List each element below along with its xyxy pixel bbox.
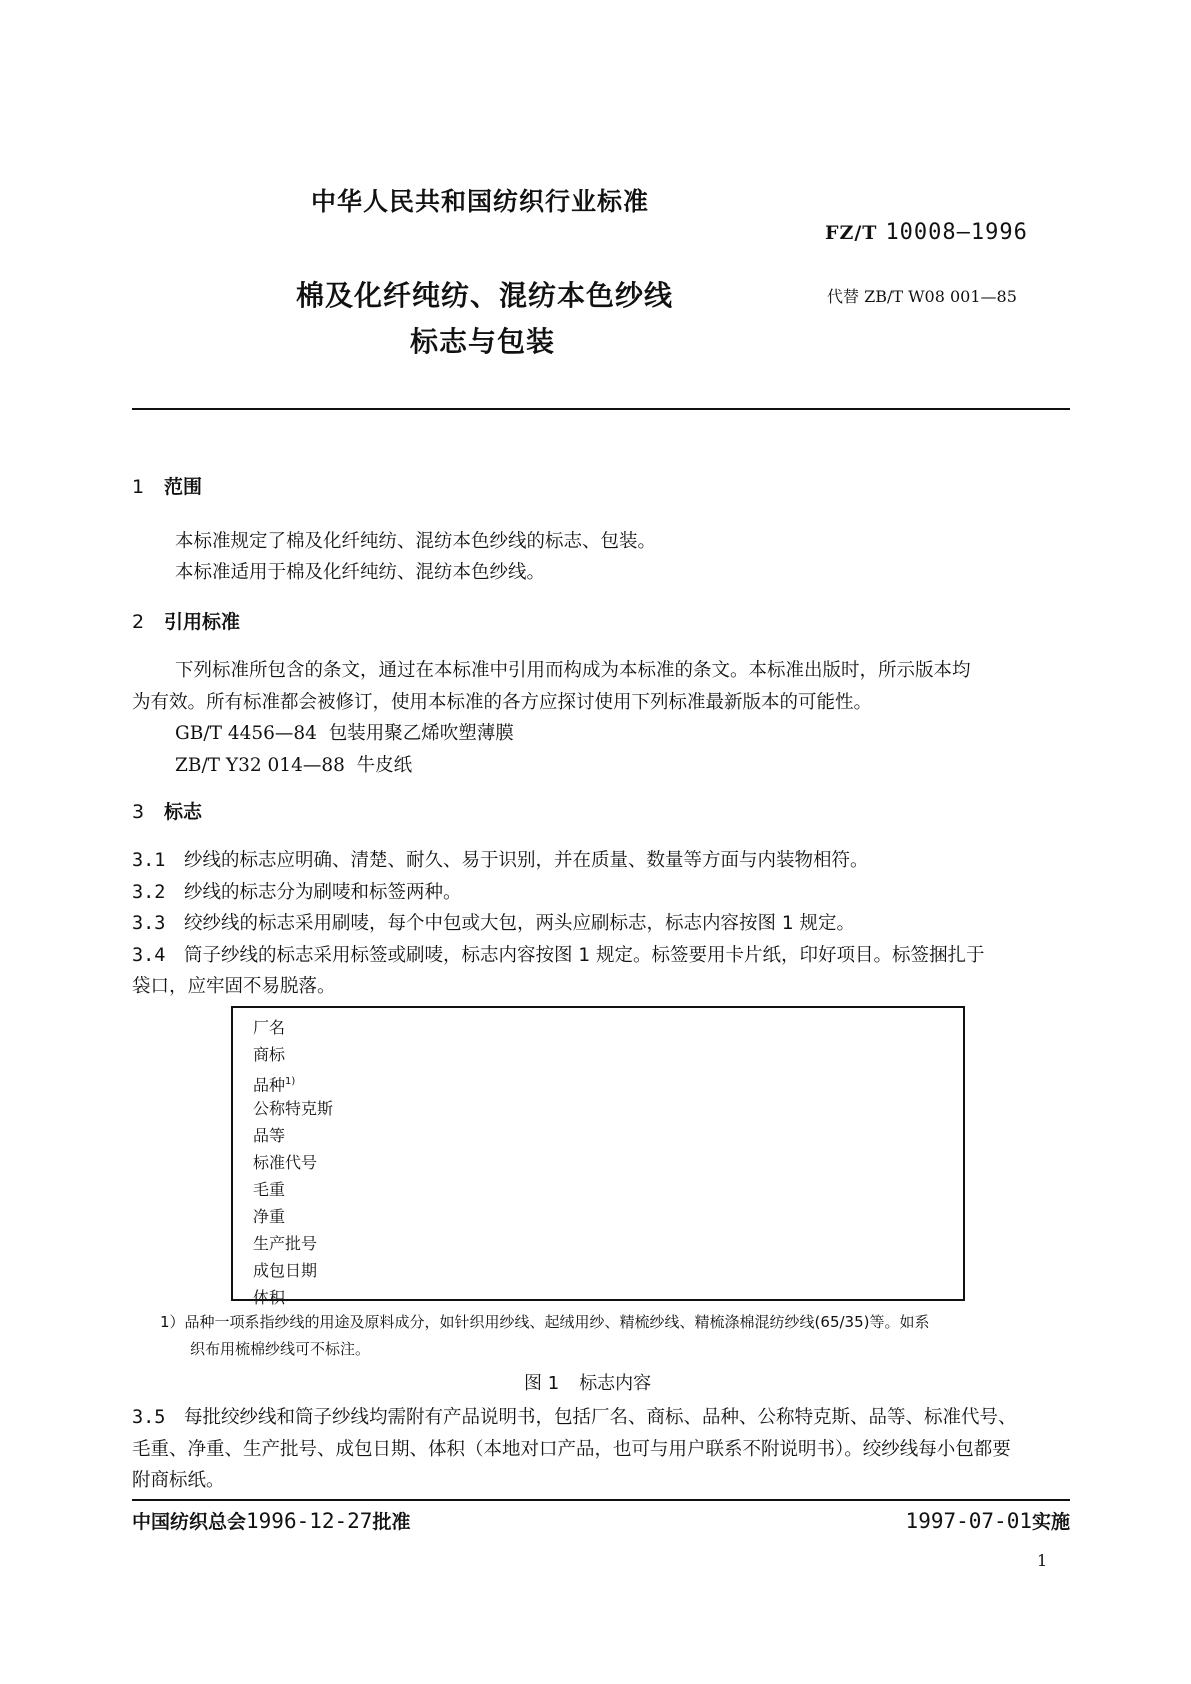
figure-title: 标志内容 — [579, 1373, 652, 1394]
section-1-number: 1 — [132, 476, 145, 498]
clause-3-2 — [132, 878, 462, 904]
label-field-text: 品种 — [253, 1075, 286, 1095]
clause-number: 3.2 — [132, 882, 166, 903]
figure-1-label-box — [231, 1006, 965, 1307]
label-field: 厂名 — [253, 1018, 286, 1037]
header-divider — [132, 408, 1070, 410]
reference-code: GB/T 4456—84 — [175, 723, 317, 744]
label-field: 生产批号 — [253, 1234, 318, 1253]
approval-info — [132, 1507, 410, 1534]
document-title-line1: 棉及化纤纯纺、混纺本色纱线 — [296, 279, 674, 312]
section-1-paragraph: 本标准适用于棉及化纤纯纺、混纺本色纱线。 — [175, 562, 546, 583]
label-field: 品等 — [253, 1126, 286, 1145]
figure-1-footnote-continuation: 织布用梳棉纱线可不标注。 — [190, 1340, 371, 1358]
effective-label: 实施 — [1031, 1511, 1070, 1533]
page-number: 1 — [1037, 1551, 1048, 1570]
reference-name: 牛皮纸 — [356, 755, 413, 776]
footnote-marker: 1) — [285, 1076, 296, 1087]
label-field: 毛重 — [253, 1180, 286, 1199]
clause-text: 绞纱线的标志采用刷唛，每个中包或大包，两头应刷标志，标志内容按图 1 规定。 — [184, 913, 856, 934]
label-field: 成包日期 — [253, 1261, 318, 1280]
reference-item — [175, 719, 514, 745]
section-2-title: 引用标准 — [164, 611, 241, 633]
effective-info — [906, 1507, 1070, 1534]
label-field: 标准代号 — [253, 1153, 318, 1172]
header-org: 中华人民共和国纺织行业标准 — [311, 187, 650, 216]
section-2-paragraph-line: 为有效。所有标准都会被修订，使用本标准的各方应探讨使用下列标准最新版本的可能性。 — [132, 692, 873, 713]
standard-prefix: FZ/T — [825, 222, 878, 244]
clause-number: 3.5 — [132, 1407, 166, 1428]
figure-number: 图 1 — [524, 1373, 560, 1394]
clause-text: 纱线的标志应明确、清楚、耐久、易于识别，并在质量、数量等方面与内装物相符。 — [184, 850, 869, 871]
label-field: 体积 — [253, 1288, 286, 1307]
clause-3-4-continuation: 袋口，应牢固不易脱落。 — [132, 976, 336, 997]
approval-label: 批准 — [372, 1511, 411, 1533]
clause-text: 每批绞纱线和筒子纱线均需附有产品说明书，包括厂名、商标、品种、公称特克斯、品等、标准代号、 — [184, 1407, 1017, 1428]
section-3-number: 3 — [132, 801, 145, 823]
label-field: 公称特克斯 — [253, 1099, 334, 1118]
section-2-paragraph-line: 下列标准所包含的条文，通过在本标准中引用而构成为本标准的条文。本标准出版时，所示版本均 — [175, 660, 971, 681]
clause-number: 3.1 — [132, 850, 166, 871]
section-3-title: 标志 — [164, 801, 203, 823]
label-field — [253, 1068, 333, 1095]
clause-3-1 — [132, 846, 869, 872]
clause-text: 纱线的标志分为刷唛和标签两种。 — [184, 882, 462, 903]
clause-3-3 — [132, 909, 855, 935]
clause-number: 3.4 — [132, 945, 166, 966]
footer-divider — [132, 1499, 1070, 1501]
section-2-number: 2 — [132, 611, 145, 633]
section-1-title: 范围 — [164, 476, 203, 498]
figure-1-item-list — [253, 1014, 333, 1311]
section-3-heading — [132, 797, 202, 824]
approval-date: 1996-12-27 — [246, 1509, 373, 1533]
clause-text: 筒子纱线的标志采用标签或刷唛，标志内容按图 1 规定。标签要用卡片纸，印好项目。标签捆扎于 — [184, 945, 985, 966]
effective-date: 1997-07-01 — [905, 1509, 1032, 1533]
figure-1-footnote: 1）品种一项系指纱线的用途及原料成分，如针织用纱线、起绒用纱、精梳纱线、精梳涤棉混纺纱线(65/35)等。如系 — [160, 1313, 930, 1331]
clause-3-5-continuation: 附商标纸。 — [132, 1470, 225, 1491]
standard-code: 10008—1996 — [885, 220, 1028, 245]
approver: 中国纺织总会 — [132, 1511, 247, 1533]
reference-name: 包装用聚乙烯吹塑薄膜 — [328, 723, 514, 744]
section-1-paragraph: 本标准规定了棉及化纤纯纺、混纺本色纱线的标志、包装。 — [175, 531, 657, 552]
section-2-heading — [132, 607, 240, 634]
figure-1-caption — [524, 1369, 651, 1395]
clause-3-4 — [132, 941, 985, 967]
clause-3-5-continuation: 毛重、净重、生产批号、成包日期、体积（本地对口产品，也可与用户联系不附说明书）。绞纱线每小包都要 — [132, 1439, 1011, 1460]
label-field: 净重 — [253, 1207, 286, 1226]
reference-item — [175, 751, 412, 777]
document-title-line2: 标志与包装 — [410, 325, 556, 358]
standard-number — [825, 220, 1028, 245]
reference-code: ZB/T Y32 014—88 — [175, 755, 345, 776]
section-1-heading — [132, 472, 202, 499]
replaces-standard: 代替 ZB/T W08 001—85 — [827, 287, 1017, 306]
clause-3-5 — [132, 1403, 1017, 1429]
clause-number: 3.3 — [132, 913, 166, 934]
label-field: 商标 — [253, 1045, 286, 1064]
